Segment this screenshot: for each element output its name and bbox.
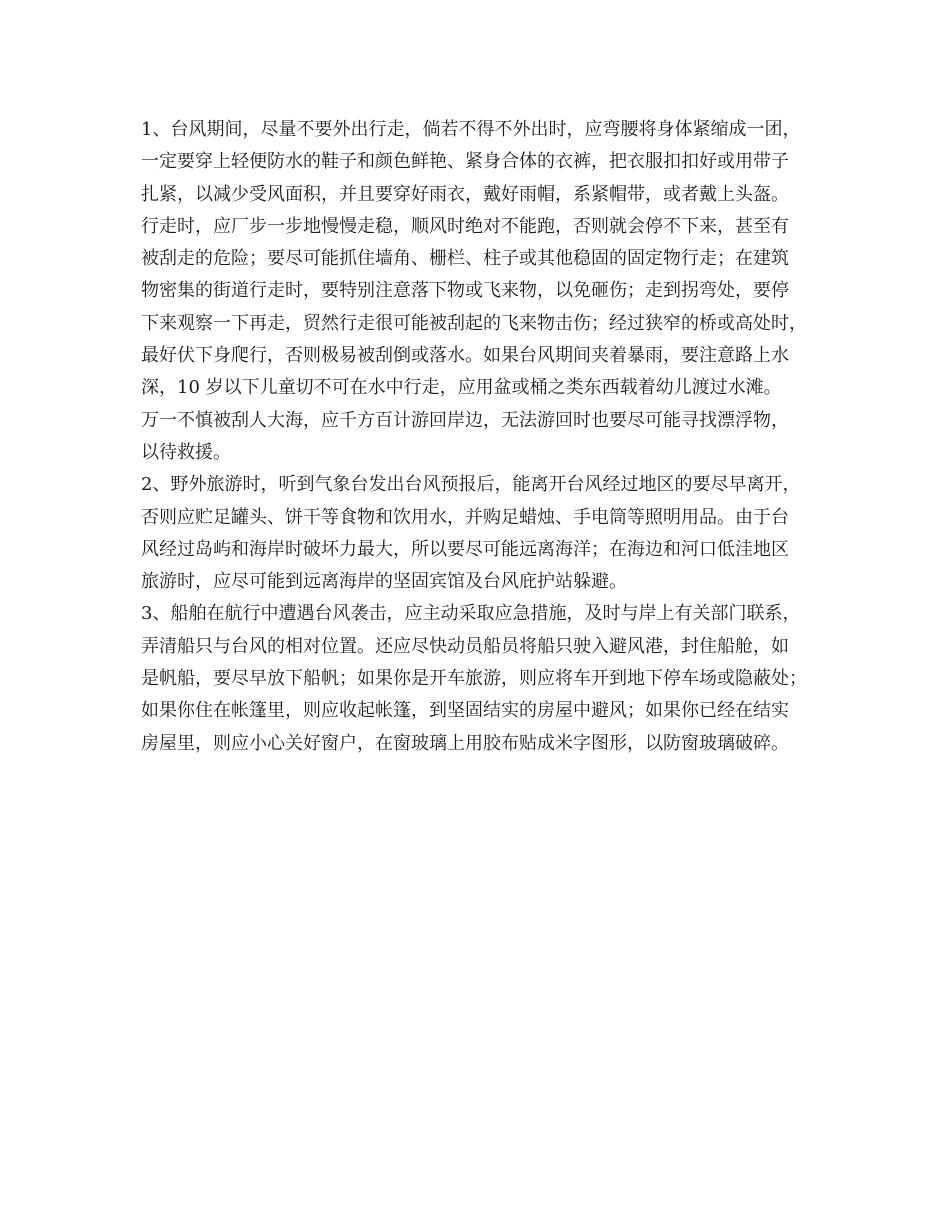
text-line: 一定要穿上轻便防水的鞋子和颜色鲜艳、紧身合体的衣裤，把衣服扣扣好或用带子 bbox=[141, 151, 789, 173]
text-line: 物密集的街道行走时，要特别注意落下物或飞来物，以免砸伤；走到拐弯处，要停 bbox=[141, 280, 789, 302]
text-line: 下来观察一下再走，贸然行走很可能被刮起的飞来物击伤；经过狭窄的桥或高处时， bbox=[141, 312, 807, 334]
text-line: 3、船舶在航行中遭遇台风袭击，应主动采取应急措施，及时与岸上有关部门联系， bbox=[141, 603, 801, 625]
text-line: 风经过岛屿和海岸时破坏力最大，所以要尽可能远离海洋；在海边和河口低洼地区 bbox=[141, 538, 789, 560]
text-line: 2、野外旅游时，听到气象台发出台风预报后，能离开台风经过地区的要尽早离开， bbox=[141, 474, 801, 496]
text-line: 房屋里，则应小心关好窗户，在窗玻璃上用胶布贴成米字图形，以防窗玻璃破碎。 bbox=[141, 732, 789, 754]
text-line: 旅游时，应尽可能到远离海岸的坚固宾馆及台风庇护站躲避。 bbox=[141, 571, 627, 593]
section-3 bbox=[141, 598, 821, 759]
text-line: 被刮走的危险；要尽可能抓住墙角、栅栏、柱子或其他稳固的固定物行走；在建筑 bbox=[141, 248, 789, 270]
section-2 bbox=[141, 469, 821, 598]
text-line: 最好伏下身爬行，否则极易被刮倒或落水。如果台风期间夹着暴雨，要注意路上水 bbox=[141, 345, 789, 367]
text-line: 以待救援。 bbox=[141, 441, 231, 463]
text-line: 扎紧，以减少受风面积，并且要穿好雨衣，戴好雨帽，系紧帽带，或者戴上头盔。 bbox=[141, 183, 789, 205]
text-line: 行走时，应厂步一步地慢慢走稳，顺风时绝对不能跑，否则就会停不下来，甚至有 bbox=[141, 215, 789, 237]
text-line: 否则应贮足罐头、饼干等食物和饮用水，并购足蜡烛、手电筒等照明用品。由于台 bbox=[141, 506, 789, 528]
text-line: 是帆船，要尽早放下船帆；如果你是开车旅游，则应将车开到地下停车场或隐蔽处； bbox=[141, 668, 807, 690]
section-1 bbox=[141, 114, 821, 469]
text-line: 1、台风期间，尽量不要外出行走，倘若不得不外出时，应弯腰将身体紧缩成一团， bbox=[141, 119, 801, 140]
text-line: 深，10 岁以下儿童切不可在水中行走，应用盆或桶之类东西载着幼儿渡过水滩。 bbox=[141, 377, 782, 399]
text-line: 万一不慎被刮人大海，应千方百计游回岸边，无法游回时也要尽可能寻找漂浮物， bbox=[141, 409, 789, 431]
document-body bbox=[141, 114, 821, 760]
text-line: 如果你住在帐篷里，则应收起帐篷，到坚固结实的房屋中避风；如果你已经在结实 bbox=[141, 700, 789, 722]
text-line: 弄清船只与台风的相对位置。还应尽快动员船员将船只驶入避风港，封住船舱，如 bbox=[141, 635, 789, 657]
